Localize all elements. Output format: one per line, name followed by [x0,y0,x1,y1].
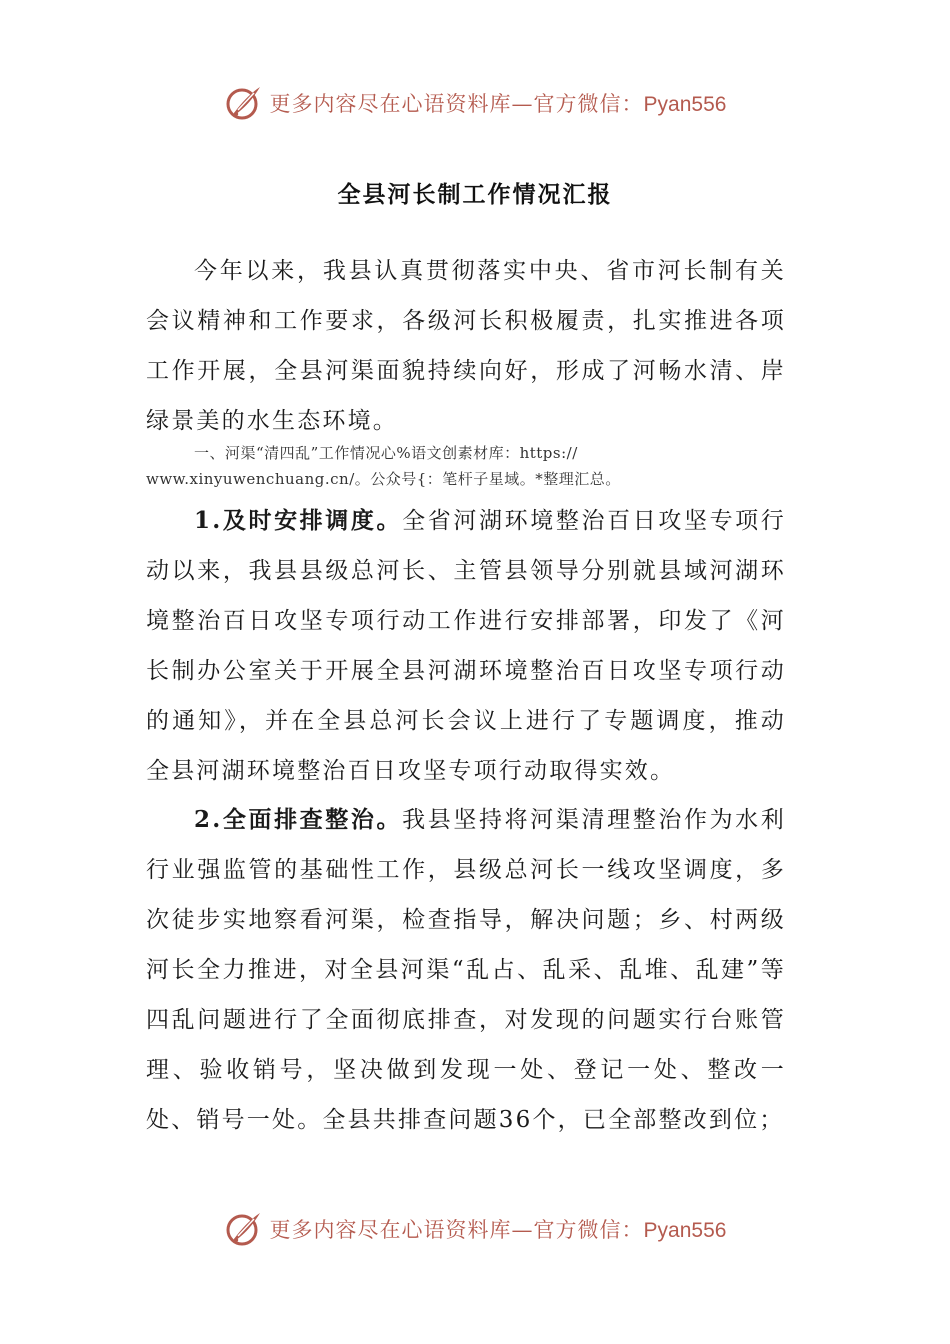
item-2-paragraph [146,795,786,1145]
wechat-id: Pyan556 [643,1219,727,1242]
banner-text: 更多内容尽在心语资料库—官方微信：Pyan556 [269,1218,727,1242]
intro-paragraph: 今年以来，我县认真贯彻落实中央、省市河长制有关会议精神和工作要求，各级河长积极履责，扎实推进各项工作开展，全县河渠面貌持续向好，形成了河畅水清、岸绿景美的水生态环境。 [146,258,786,434]
item-1-body: 全省河湖环境整治百日攻坚专项行动以来，我县县级总河长、主管县领导分别就县域河湖环境整治百日攻坚专项行动工作进行安排部署，印发了《河长制办公室关于开展全县河湖环境整治百日攻坚专项行动的通知》，并在全县总河长会议上进行了专题调度，推动全县河湖环境整治百日攻坚专项行动取得实效。 [146,508,787,784]
header-banner [0,78,950,128]
banner-text: 更多内容尽在心语资料库—官方微信：Pyan556 [269,92,727,116]
item-1-heading: 1.及时安排调度。 [194,507,403,534]
document-title: 全县河长制工作情况汇报 [337,181,613,208]
item-2-heading: 2.全面排查整治。 [194,806,403,833]
wechat-id: Pyan556 [643,93,727,116]
footer-banner [0,1204,950,1254]
section-heading-line-1: 一、河渠“清四乱”工作情况心%语文创素材库：https:// [194,444,578,462]
section-heading-line-2: www.xinyuwenchuang.cn/。公众号{：笔杆子星域。*整理汇总。 [146,470,621,488]
quill-pen-circle-icon [224,1209,264,1249]
section-heading-1 [146,440,796,492]
quill-pen-circle-icon [224,83,264,123]
item-1-paragraph [146,496,786,796]
item-2-body: 我县坚持将河渠清理整治作为水利行业强监管的基础性工作，县级总河长一线攻坚调度，多次徒步实地察看河渠，检查指导，解决问题；乡、村两级河长全力推进，对全县河渠“乱占、乱采、乱堆、乱建”等四乱问题进行了全面彻底排查，对发现的问题实行台账管理、验收销号，坚决做到发现一处、登记一处、整改一处、销号一处。全县共排查问题36个，已全部整改到位； [146,807,787,1133]
